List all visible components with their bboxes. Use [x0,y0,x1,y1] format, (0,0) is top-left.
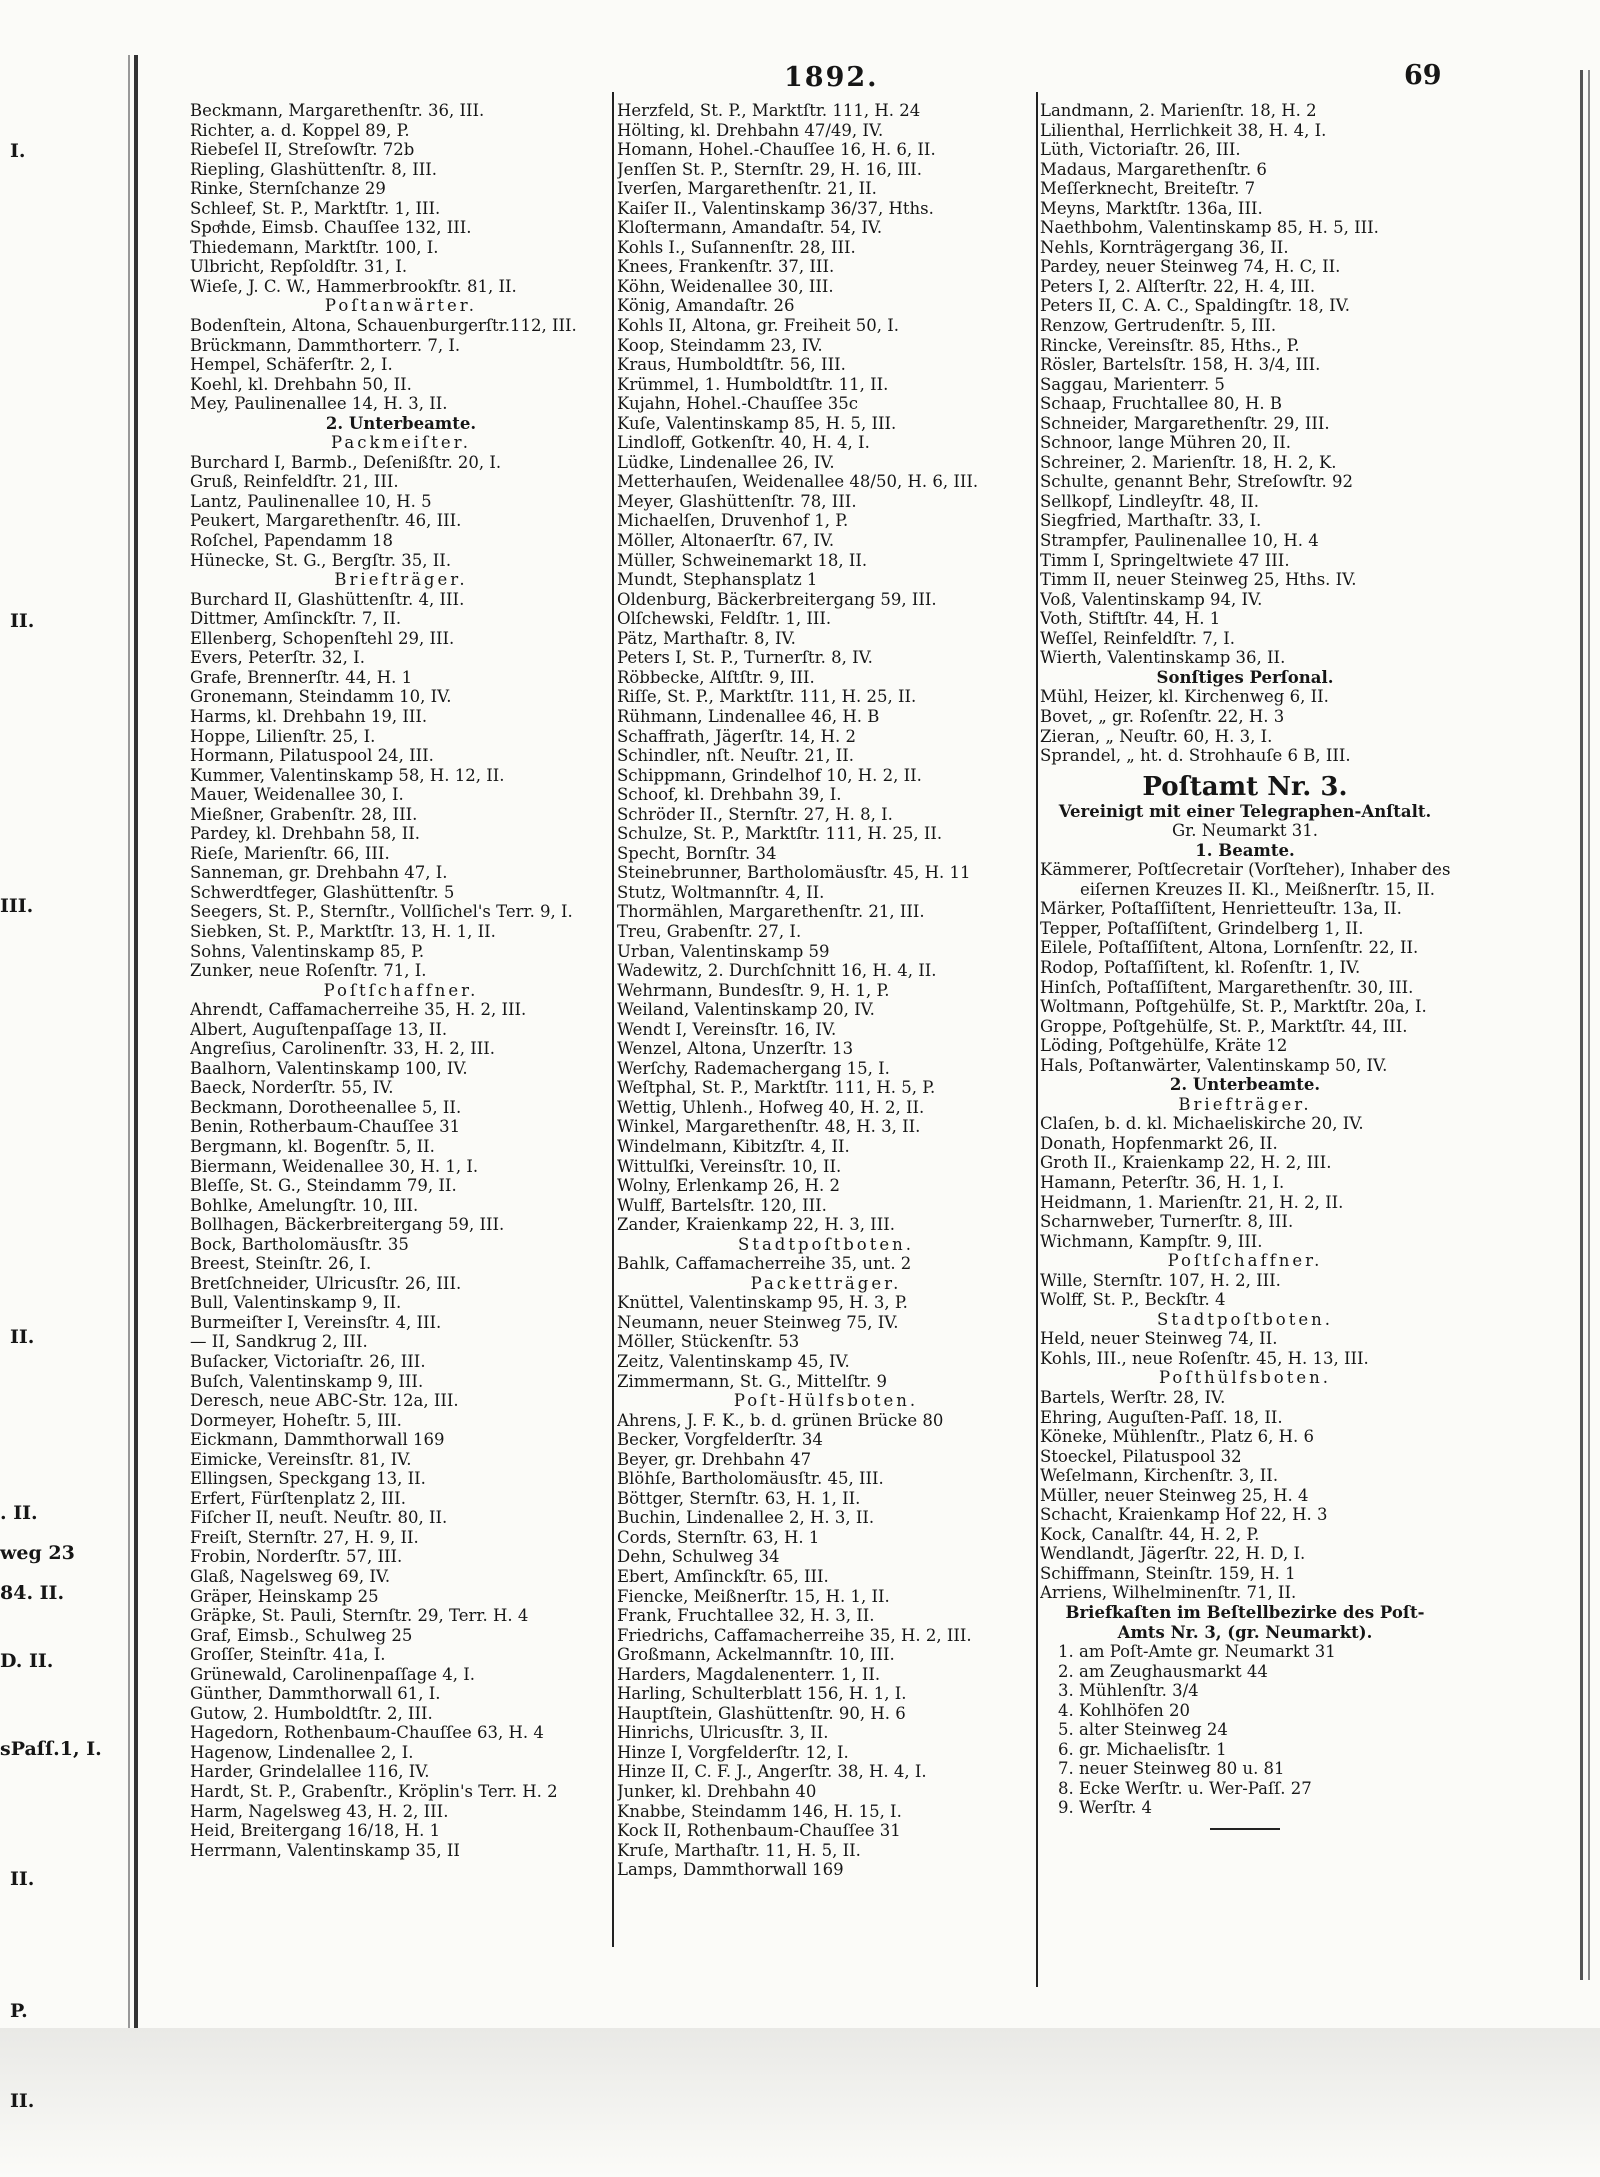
directory-entry: Kraus, Humboldtſtr. 56, III. [617,355,846,375]
directory-entry: Hinze I, Vorgfelderſtr. 12, I. [617,1742,849,1762]
directory-entry: Gronemann, Steindamm 10, IV. [190,687,452,707]
directory-entry: Koehl, kl. Drehbahn 50, II. [190,374,412,394]
directory-entry: Stoeckel, Pilatuspool 32 [1040,1446,1242,1466]
section-heading: Packmeiſter. [331,433,471,453]
directory-entry: Heid, Breitergang 16/18, H. 1 [190,1821,441,1841]
page-year: 1892. [784,62,879,93]
directory-entry: 3. Mühlenſtr. 3/4 [1058,1681,1199,1701]
directory-entry: Strampfer, Paulinenallee 10, H. 4 [1040,531,1319,551]
directory-entry: Claſen, b. d. kl. Michaeliskirche 20, IV. [1040,1114,1364,1134]
directory-entry: Rodop, Poſtaſſiſtent, kl. Roſenſtr. 1, IV. [1040,957,1361,977]
directory-entry: Kohls, III., neue Roſenſtr. 45, H. 13, III. [1040,1348,1369,1368]
directory-entry: Groth II., Kraienkamp 22, H. 2, III. [1040,1153,1332,1173]
directory-entry: Homann, Hohel.-Chauſſee 16, H. 6, II. [617,140,936,160]
directory-entry: Wadewitz, 2. Durchſchnitt 16, H. 4, II. [617,961,937,981]
directory-entry: Schröder II., Sternſtr. 27, H. 8, I. [617,804,893,824]
directory-entry: Knabbe, Steindamm 146, H. 15, I. [617,1801,902,1821]
directory-entry: Frobin, Norderſtr. 57, III. [190,1547,403,1567]
directory-entry: Harms, kl. Drehbahn 19, III. [190,706,428,726]
directory-entry: Beyer, gr. Drehbahn 47 [617,1449,812,1469]
directory-entry: Wulff, Bartelsſtr. 120, III. [617,1195,827,1215]
directory-entry: Schleef, St. P., Marktſtr. 1, III. [190,198,441,218]
directory-entry: Riebeſel II, Streſowſtr. 72b [190,140,415,160]
directory-entry: Brückmann, Dammthorterr. 7, I. [190,335,461,355]
directory-entry: Möller, Stückenſtr. 53 [617,1332,800,1352]
directory-entry: Zimmermann, St. G., Mittelſtr. 9 [617,1371,887,1391]
directory-entry: Eimicke, Vereinsſtr. 81, IV. [190,1449,412,1469]
directory-entry: Rincke, Vereinsſtr. 85, Hths., P. [1040,335,1300,355]
margin-fragment: . II. [0,1502,38,1524]
column-rule-2 [1036,92,1038,1987]
directory-entry: Zunker, neue Roſenſtr. 71, I. [190,961,427,981]
directory-entry: Pardey, neuer Steinweg 74, H. C, II. [1040,257,1341,277]
margin-fragment: 84. II. [0,1582,65,1604]
section-heading: Poſt-Hülfsboten. [733,1391,919,1411]
directory-entry: Riepling, Glashüttenſtr. 8, III. [190,159,438,179]
directory-entry: Eickmann, Dammthorwall 169 [190,1430,445,1450]
directory-entry: Baalhorn, Valentinskamp 100, IV. [190,1058,468,1078]
directory-entry: Specht, Bornſtr. 34 [617,843,777,863]
margin-fragment: II. [10,2090,35,2112]
directory-entry: Schulze, St. P., Marktſtr. 111, H. 25, II. [617,824,943,844]
directory-entry: Burchard I, Barmb., Deſenißſtr. 20, I. [190,452,502,472]
directory-entry: Schnoor, lange Mühren 20, II. [1040,433,1291,453]
directory-entry: Schneider, Margarethenſtr. 29, III. [1040,413,1330,433]
directory-entry: Erfert, Fürſtenplatz 2, III. [190,1488,406,1508]
directory-entry: Meſſerknecht, Breiteſtr. 7 [1040,179,1256,199]
directory-entry: Beckmann, Dorotheenallee 5, II. [190,1097,462,1117]
section-heading: Amts Nr. 3, (gr. Neumarkt). [1117,1622,1373,1642]
directory-entry: Dormeyer, Hoheſtr. 5, III. [190,1410,402,1430]
directory-entry: Graf, Eimsb., Schulweg 25 [190,1625,413,1645]
page-fold [134,55,138,2030]
directory-entry: 8. Ecke Werſtr. u. Wer-Paſſ. 27 [1058,1778,1312,1798]
directory-entry: Röbbecke, Alſtſtr. 9, III. [617,667,815,687]
directory-entry: Kruſe, Marthaſtr. 11, H. 5, II. [617,1840,861,1860]
directory-entry: Heidmann, 1. Marienſtr. 21, H. 2, II. [1040,1192,1344,1212]
directory-entry: Baeck, Norderſtr. 55, IV. [190,1078,394,1098]
directory-entry: Voß, Valentinskamp 94, IV. [1040,589,1263,609]
directory-entry: Schulte, genannt Behr, Streſowſtr. 92 [1040,472,1354,492]
column-3 [1040,101,1450,1832]
directory-entry: Wolff, St. P., Beckſtr. 4 [1040,1290,1226,1310]
directory-entry: Lilienthal, Herrlichkeit 38, H. 4, I. [1040,120,1327,140]
directory-entry: Becker, Vorgfelderſtr. 34 [617,1430,823,1450]
directory-entry: Werſchy, Rademachergang 15, I. [617,1058,890,1078]
directory-entry: Buſch, Valentinskamp 9, III. [190,1371,424,1391]
directory-entry: Benin, Rotherbaum-Chauſſee 31 [190,1117,461,1137]
directory-entry: Angreſius, Carolinenſtr. 33, H. 2, III. [190,1039,496,1059]
directory-entry: Dehn, Schulweg 34 [617,1547,780,1567]
directory-entry: Peters II, C. A. C., Spaldingſtr. 18, IV. [1040,296,1350,316]
directory-entry: 2. am Zeughausmarkt 44 [1058,1661,1268,1681]
directory-entry: Bodenſtein, Altona, Schauenburgerſtr.112, III. [190,316,577,336]
directory-entry: Hals, Poſtanwärter, Valentinskamp 50, IV. [1040,1055,1388,1075]
page-fold-shadow [128,55,130,2030]
directory-entry: Schoof, kl. Drehbahn 39, I. [617,785,842,805]
postamt-subtitle: Vereinigt mit einer Telegraphen-Anſtalt. [1058,801,1432,821]
directory-entry: Richter, a. d. Koppel 89, P. [190,120,410,140]
margin-fragment: sPaſſ.1, I. [0,1738,102,1760]
directory-entry: Peters I, 2. Alſterſtr. 22, H. 4, III. [1040,276,1316,296]
column-rule-1 [612,92,614,1947]
directory-entry: Olſchewski, Feldſtr. 1, III. [617,609,832,629]
directory-entry: Kuſe, Valentinskamp 85, H. 5, III. [617,413,897,433]
margin-fragment: II. [10,1868,35,1890]
directory-entry: Winkel, Margarethenſtr. 48, H. 3, II. [617,1117,921,1137]
directory-entry: Spoͤhde, Eimsb. Chauſſee 132, III. [190,218,472,238]
directory-entry: Bovet, „ gr. Roſenſtr. 22, H. 3 [1040,706,1285,726]
section-heading: 1. Beamte. [1195,840,1295,860]
directory-entry: Fiencke, Meißnerſtr. 15, H. 1, II. [617,1586,890,1606]
directory-entry: Kock, Canalſtr. 44, H. 2, P. [1040,1524,1260,1544]
directory-entry: Wehrmann, Bundesſtr. 9, H. 1, P. [617,980,890,1000]
directory-entry: Bock, Bartholomäusſtr. 35 [190,1234,409,1254]
directory-entry: Kujahn, Hohel.-Chauſſee 35c [617,394,859,414]
directory-entry: Iverſen, Margarethenſtr. 21, II. [617,179,877,199]
directory-entry: Stutz, Woltmannſtr. 4, II. [617,882,825,902]
directory-entry: Rinke, Sternſchanze 29 [190,179,386,199]
directory-entry: Hempel, Schäferſtr. 2, I. [190,355,393,375]
directory-entry: Schaffrath, Jägerſtr. 14, H. 2 [617,726,857,746]
directory-entry: Bahlk, Caffamacherreihe 35, unt. 2 [617,1254,912,1274]
directory-entry: Wolny, Erlenkamp 26, H. 2 [617,1176,841,1196]
directory-entry: Hoppe, Lilienſtr. 25, I. [190,726,376,746]
directory-entry: Pätz, Marthaſtr. 8, IV. [617,628,796,648]
page-edge [1580,70,1583,1980]
section-heading: Stadtpoſtboten. [1157,1309,1333,1329]
directory-entry: Hölting, kl. Drehbahn 47/49, IV. [617,120,884,140]
directory-entry: Tepper, Poſtaſſiſtent, Grindelberg 1, II. [1040,918,1364,938]
directory-entry: Bull, Valentinskamp 9, II. [190,1293,402,1313]
directory-entry: Schiffmann, Steinſtr. 159, H. 1 [1040,1563,1296,1583]
section-heading: Poſtanwärter. [324,296,478,316]
directory-entry: Sprandel, „ ht. d. Strohhauſe 6 B, III. [1040,746,1351,766]
directory-entry: Donath, Hopfenmarkt 26, II. [1040,1133,1278,1153]
directory-entry: Schindler, nſt. Neuſtr. 21, II. [617,746,854,766]
directory-entry: Kohls II, Altona, gr. Freiheit 50, I. [617,316,899,336]
directory-entry: Bollhagen, Bäckerbreitergang 59, III. [190,1215,505,1235]
directory-entry: Herzfeld, St. P., Marktſtr. 111, H. 24 [617,101,921,120]
margin-fragment: D. II. [0,1650,54,1672]
directory-entry: Groppe, Poſtgehülfe, St. P., Marktſtr. 44, III. [1040,1016,1408,1036]
directory-entry: Bretſchneider, Ulricusſtr. 26, III. [190,1273,462,1293]
directory-entry: Meyer, Glashüttenſtr. 78, III. [617,491,857,511]
column-3-upper [1040,101,1450,766]
directory-entry: Mundt, Stephansplatz 1 [617,570,818,590]
directory-entry: Seegers, St. P., Sternſtr., Vollſichel's Terr. 9, I. [190,902,573,922]
directory-entry: Riſſe, St. P., Marktſtr. 111, H. 25, II. [617,687,917,707]
directory-entry: Müller, Schweinemarkt 18, II. [617,550,868,570]
section-heading: Briefträger. [1178,1094,1312,1114]
directory-entry: Metterhauſen, Weidenallee 48/50, H. 6, III. [617,472,979,492]
directory-entry: Arriens, Wilhelminenſtr. 71, II. [1040,1583,1297,1603]
directory-entry: Michaelſen, Druvenhof 1, P. [617,511,849,531]
directory-entry: Bleſſe, St. G., Steindamm 79, II. [190,1176,457,1196]
directory-entry: Weiland, Valentinskamp 20, IV. [617,1000,875,1020]
directory-entry: Naethbohm, Valentinskamp 85, H. 5, III. [1040,218,1379,238]
directory-entry: Dittmer, Amſinckſtr. 7, II. [190,609,402,629]
directory-entry: Madaus, Margarethenſtr. 6 [1040,159,1267,179]
bottom-margin [0,2028,1600,2177]
directory-entry: Hünecke, St. G., Bergſtr. 35, II. [190,550,452,570]
directory-entry: Grünewald, Carolinenpaſſage 4, I. [190,1664,476,1684]
directory-entry: Bohlke, Amelungſtr. 10, III. [190,1195,419,1215]
directory-entry: Junker, kl. Drehbahn 40 [617,1782,817,1802]
directory-entry: Märker, Poſtaſſiſtent, Henrietteuſtr. 13a, II. [1040,899,1402,919]
section-heading: Briefkaſten im Beſtellbezirke des Poſt- [1065,1603,1425,1623]
directory-entry: Ellenberg, Schopenſtehl 29, III. [190,628,455,648]
directory-entry: 7. neuer Steinweg 80 u. 81 [1058,1759,1285,1779]
directory-entry: Weſtphal, St. P., Marktſtr. 111, H. 5, P. [617,1078,936,1098]
directory-entry: 5. alter Steinweg 24 [1058,1720,1228,1740]
section-heading: Sonſtiges Perſonal. [1156,667,1334,687]
directory-entry: Harder, Grindelallee 116, IV. [190,1762,430,1782]
directory-entry: Rieſe, Marienſtr. 66, III. [190,843,390,863]
directory-entry: Rühmann, Lindenallee 46, H. B [617,706,880,726]
directory-entry: Rösler, Bartelsſtr. 158, H. 3/4, III. [1040,355,1321,375]
directory-entry: Fiſcher II, neuſt. Neuſtr. 80, II. [190,1508,448,1528]
page-edge-inner [1588,70,1590,1980]
directory-entry: Saggau, Marienterr. 5 [1040,374,1225,394]
directory-entry: Freiſt, Sternſtr. 27, H. 9, II. [190,1527,419,1547]
directory-entry: Blöhſe, Bartholomäusſtr. 45, III. [617,1469,884,1489]
directory-entry: Grafe, Brennerſtr. 44, H. 1 [190,667,413,687]
directory-entry: Treu, Grabenſtr. 27, I. [617,921,802,941]
directory-entry: Koop, Steindamm 23, IV. [617,335,823,355]
directory-entry: Harling, Schulterblatt 156, H. 1, I. [617,1684,907,1704]
directory-entry: Harders, Magdalenenterr. 1, II. [617,1664,881,1684]
directory-entry: Wettig, Uhlenh., Hofweg 40, H. 2, II. [617,1097,925,1117]
directory-entry: 4. Kohlhöfen 20 [1058,1700,1191,1720]
directory-entry: Hormann, Pilatuspool 24, III. [190,746,434,766]
directory-entry: Wendt I, Vereinsſtr. 16, IV. [617,1019,837,1039]
directory-entry: Hagedorn, Rothenbaum-Chauſſee 63, H. 4 [190,1723,544,1743]
directory-entry: Gräper, Heinskamp 25 [190,1586,379,1606]
directory-entry: Mießner, Grabenſtr. 28, III. [190,804,418,824]
directory-entry: Hinſch, Poſtaſſiſtent, Margarethenſtr. 30, III. [1040,977,1414,997]
directory-entry: Wenzel, Altona, Unzerſtr. 13 [617,1039,854,1059]
directory-entry: Zieran, „ Neuſtr. 60, H. 3, I. [1040,726,1273,746]
directory-entry: Nehls, Kornträgergang 36, II. [1040,237,1289,257]
page-number: 69 [1404,60,1442,91]
margin-fragment: weg 23 [0,1542,75,1564]
directory-entry: Bartels, Werſtr. 28, IV. [1040,1388,1226,1407]
section-heading: 2. Unterbeamte. [325,413,477,433]
directory-entry: Zander, Kraienkamp 22, H. 3, III. [617,1215,895,1235]
directory-entry: Schaap, Fruchtallee 80, H. B [1040,394,1283,414]
column-2 [617,101,1035,1880]
directory-entry: Scharnweber, Turnerſtr. 8, III. [1040,1212,1294,1232]
directory-entry: Breest, Steinſtr. 26, I. [190,1254,372,1274]
directory-entry: Steinebrunner, Bartholomäusſtr. 45, H. 11 [617,863,971,883]
directory-entry: Beckmann, Margarethenſtr. 36, III. [190,101,485,120]
directory-entry: Herrmann, Valentinskamp 35, II [190,1840,460,1860]
section-heading: 2. Unterbeamte. [1169,1075,1321,1095]
directory-entry: Pardey, kl. Drehbahn 58, II. [190,824,420,844]
directory-entry: Kock II, Rothenbaum-Chauſſee 31 [617,1821,901,1841]
directory-entry: König, Amandaſtr. 26 [617,296,795,316]
directory-entry: Weſelmann, Kirchenſtr. 3, II. [1040,1466,1279,1486]
directory-entry: Sohns, Valentinskamp 85, P. [190,941,425,961]
directory-entry: Kummer, Valentinskamp 58, H. 12, II. [190,765,505,785]
margin-fragment: I. [10,140,26,162]
section-heading: Briefträger. [334,570,468,590]
directory-entry: Wierth, Valentinskamp 36, II. [1040,648,1286,668]
directory-entry: Siegfried, Marthaſtr. 33, I. [1040,511,1262,531]
directory-entry: Kämmerer, Poſtſecretair (Vorſteher), Inhaber des [1040,860,1450,880]
directory-entry: Müller, neuer Steinweg 25, H. 4 [1040,1485,1309,1505]
directory-entry: Schippmann, Grindelhof 10, H. 2, II. [617,765,922,785]
directory-entry: Lüdke, Lindenallee 26, IV. [617,452,835,472]
directory-entry: Mühl, Heizer, kl. Kirchenweg 6, II. [1040,687,1329,707]
section-heading: Poſtſchaffner. [323,980,479,1000]
directory-entry: Windelmann, Kibitzſtr. 4, II. [617,1136,850,1156]
directory-entry: Lamps, Dammthorwall 169 [617,1860,844,1880]
directory-entry: Sellkopf, Lindleyſtr. 48, II. [1040,491,1259,511]
directory-entry: Kloſtermann, Amandaſtr. 54, IV. [617,218,883,238]
directory-entry: Burmeiſter I, Vereinsſtr. 4, III. [190,1312,442,1332]
directory-entry: Schreiner, 2. Marienſtr. 18, H. 2, K. [1040,452,1337,472]
directory-entry: Eilele, Poſtaſſiſtent, Altona, Lornſenſtr. 22, II. [1040,938,1419,958]
margin-fragment: III. [0,895,34,917]
directory-entry: Glaß, Nagelsweg 69, IV. [190,1567,391,1587]
directory-entry: Kaiſer II., Valentinskamp 36/37, Hths. [617,198,934,218]
directory-entry: Buſacker, Victoriaſtr. 26, III. [190,1352,426,1371]
directory-entry: Günther, Dammthorwall 61, I. [190,1684,441,1704]
directory-entry: Mauer, Weidenallee 30, I. [190,785,404,805]
postamt-title: Poſtamt Nr. 3. [1142,771,1348,802]
directory-entry: Wittulſki, Vereinsſtr. 10, II. [617,1156,842,1176]
directory-entry: Landmann, 2. Marienſtr. 18, H. 2 [1040,101,1317,120]
margin-fragment: II. [10,610,35,632]
directory-entry: Lantz, Paulinenallee 10, H. 5 [190,491,432,511]
directory-entry: Hinrichs, Ulricusſtr. 3, II. [617,1723,829,1743]
directory-entry: Peters I, St. P., Turnerſtr. 8, IV. [617,648,873,668]
directory-entry: Böttger, Sternſtr. 63, H. 1, II. [617,1488,861,1508]
directory-entry: Wendlandt, Jägerſtr. 22, H. D, I. [1040,1544,1306,1564]
directory-entry: Friedrichs, Caffamacherreihe 35, H. 2, III. [617,1625,972,1645]
directory-entry: Weſſel, Reinfeldſtr. 7, I. [1040,628,1235,648]
section-heading: Poſthülfsboten. [1159,1368,1331,1388]
directory-entry: Knees, Frankenſtr. 37, III. [617,257,835,277]
directory-entry: Siebken, St. P., Marktſtr. 13, H. 1, II. [190,921,496,941]
directory-entry: Möller, Altonaerſtr. 67, IV. [617,531,835,551]
directory-entry: Burchard II, Glashüttenſtr. 4, III. [190,589,465,609]
directory-entry: Zeitz, Valentinskamp 45, IV. [617,1352,850,1371]
margin-fragment: II. [10,1326,35,1348]
directory-entry: Renzow, Gertrudenſtr. 5, III. [1040,316,1277,336]
directory-entry: Albert, Auguſtenpaſſage 13, II. [190,1019,448,1039]
directory-entry: Peukert, Margarethenſtr. 46, III. [190,511,462,531]
directory-entry: Wichmann, Kampſtr. 9, III. [1040,1231,1263,1251]
directory-entry: Urban, Valentinskamp 59 [617,941,830,961]
directory-entry: Hamann, Peterſtr. 36, H. 1, I. [1040,1172,1285,1192]
directory-entry: Ebert, Amſinckſtr. 65, III. [617,1567,829,1587]
directory-entry: Löding, Poſtgehülfe, Kräte 12 [1040,1036,1288,1056]
directory-entry: Buchin, Lindenallee 2, H. 3, II. [617,1508,875,1528]
directory-entry: Harm, Nagelsweg 43, H. 2, III. [190,1801,449,1821]
directory-entry: Voth, Stiftſtr. 44, H. 1 [1040,609,1221,629]
column-3-lower [1040,841,1450,1818]
directory-entry: Hauptſtein, Glashüttenſtr. 90, H. 6 [617,1703,906,1723]
directory-entry: Gutow, 2. Humboldtſtr. 2, III. [190,1703,433,1723]
column-1 [190,101,612,1860]
directory-entry: Köneke, Mühlenſtr., Platz 6, H. 6 [1040,1427,1314,1447]
margin-fragment: P. [10,2000,28,2022]
directory-entry: Bergmann, kl. Bogenſtr. 5, II. [190,1136,435,1156]
directory-entry: 6. gr. Michaelisſtr. 1 [1058,1739,1227,1759]
directory-entry: Woltmann, Poſtgehülfe, St. P., Marktſtr. 20a, I. [1040,997,1427,1017]
directory-entry: Hardt, St. P., Grabenſtr., Kröplin's Terr. H. 2 [190,1782,558,1802]
directory-entry: Köhn, Weidenallee 30, III. [617,276,834,296]
directory-entry: Großmann, Ackelmannſtr. 10, III. [617,1645,895,1665]
directory-entry: Krümmel, 1. Humboldtſtr. 11, II. [617,374,889,394]
directory-entry: Schwerdtfeger, Glashüttenſtr. 5 [190,882,455,902]
directory-entry: Gruß, Reinfeldſtr. 21, III. [190,472,399,492]
directory-entry: Lüth, Victoriaſtr. 26, III. [1040,140,1241,160]
directory-entry: Frank, Fruchtallee 32, H. 3, II. [617,1606,875,1626]
directory-entry: Roſchel, Papendamm 18 [190,531,393,551]
directory-entry: Lindloff, Gotkenſtr. 40, H. 4, I. [617,433,870,453]
directory-entry: Evers, Peterſtr. 32, I. [190,648,365,668]
postamt-address: Gr. Neumarkt 31. [1171,821,1319,841]
directory-entry: 1. am Poſt-Amte gr. Neumarkt 31 [1058,1642,1336,1662]
directory-entry: Knüttel, Valentinskamp 95, H. 3, P. [617,1293,908,1313]
section-heading: Stadtpoſtboten. [738,1234,914,1254]
directory-entry: Neumann, neuer Steinweg 75, IV. [617,1312,899,1332]
directory-entry: Timm I, Springeltwiete 47 III. [1040,550,1290,570]
directory-entry: Kohls I., Suſannenſtr. 28, III. [617,237,856,257]
directory-entry: Sanneman, gr. Drehbahn 47, I. [190,863,448,883]
directory-entry: Deresch, neue ABC-Str. 12a, III. [190,1391,459,1411]
directory-entry: Ahrens, J. F. K., b. d. grünen Brücke 80 [617,1410,944,1430]
directory-entry: Wille, Sternſtr. 107, H. 2, III. [1040,1270,1281,1290]
directory-entry: Held, neuer Steinweg 74, II. [1040,1329,1278,1349]
section-heading: Packetträger. [750,1273,902,1293]
end-rule [1210,1828,1280,1832]
directory-entry: 9. Werſtr. 4 [1058,1798,1153,1818]
directory-entry: Gräpke, St. Pauli, Sternſtr. 29, Terr. H. 4 [190,1606,529,1626]
directory-entry: Oldenburg, Bäckerbreitergang 59, III. [617,589,937,609]
directory-entry: Cords, Sternſtr. 63, H. 1 [617,1527,820,1547]
directory-entry: — II, Sandkrug 2, III. [190,1332,368,1352]
directory-entry: Ellingsen, Speckgang 13, II. [190,1469,426,1489]
directory-entry: Wieſe, J. C. W., Hammerbrookſtr. 81, II. [190,276,517,296]
section-heading: Poſtſchaffner. [1167,1251,1323,1271]
directory-entry: Timm II, neuer Steinweg 25, Hths. IV. [1040,570,1357,590]
directory-entry: Mey, Paulinenallee 14, H. 3, II. [190,394,448,414]
directory-entry: Hagenow, Lindenallee 2, I. [190,1742,414,1762]
directory-entry: Thiedemann, Marktſtr. 100, I. [190,237,439,257]
directory-entry: Ahrendt, Caffamacherreihe 35, H. 2, III. [190,1000,527,1020]
directory-entry: Biermann, Weidenallee 30, H. 1, I. [190,1156,479,1176]
directory-entry: Groſſer, Steinſtr. 41a, I. [190,1645,386,1665]
directory-entry: Schacht, Kraienkamp Hof 22, H. 3 [1040,1505,1328,1525]
directory-entry: Hinze II, C. F. J., Angerſtr. 38, H. 4, I. [617,1762,927,1782]
directory-entry: Jenſſen St. P., Sternſtr. 29, H. 16, III. [617,159,922,179]
directory-entry: Thormählen, Margarethenſtr. 21, III. [617,902,925,922]
directory-entry: Ehring, Auguſten-Paſſ. 18, II. [1040,1407,1283,1427]
directory-entry: Meyns, Marktſtr. 136a, III. [1040,198,1263,218]
directory-entry: eiſernen Kreuzes II. Kl., Meißnerſtr. 15, II. [1080,879,1436,899]
directory-entry: Ulbricht, Repſoldſtr. 31, I. [190,257,408,277]
